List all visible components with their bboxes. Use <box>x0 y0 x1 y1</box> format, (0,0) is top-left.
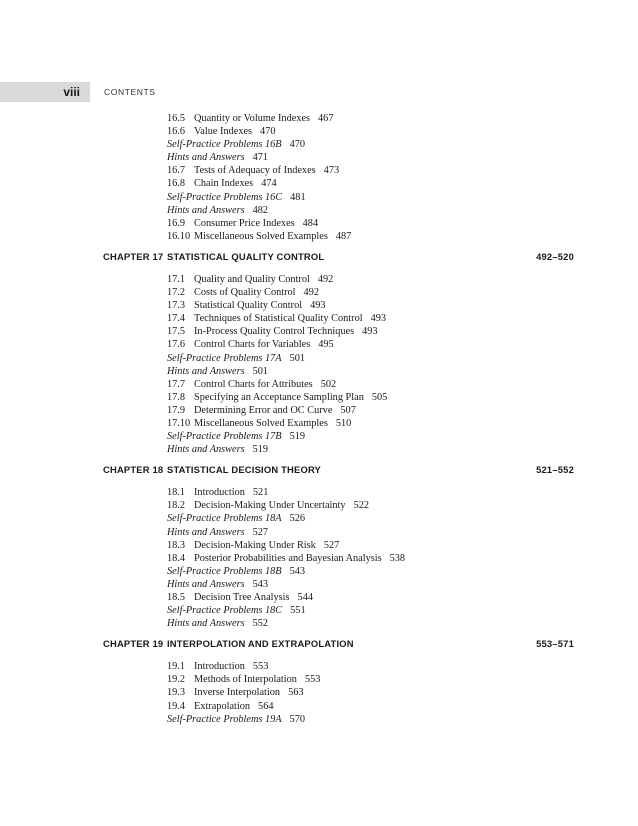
page-reference: 493 <box>310 300 326 312</box>
toc-entry[interactable] <box>167 230 638 243</box>
section-title: Inverse Interpolation <box>194 687 281 699</box>
page-reference: 521 <box>252 487 269 499</box>
toc-entry[interactable] <box>167 378 638 391</box>
section-title: Decision Tree Analysis <box>194 592 290 603</box>
page-reference: 553 <box>304 674 321 686</box>
page-reference: 492 <box>303 287 319 299</box>
section-title: Self-Practice Problems 18C <box>167 605 283 617</box>
section-title: Consumer Price Indexes <box>194 217 295 229</box>
toc-entry[interactable] <box>167 617 638 630</box>
section-title: Control Charts for Attributes <box>194 378 313 390</box>
section-title: Self-Practice Problems 19A <box>167 713 282 725</box>
section-title: Posterior Probabilities and Bayesian Analysis <box>194 552 382 564</box>
toc-entry[interactable] <box>167 499 638 512</box>
section-title: In-Process Quality Control Techniques <box>194 326 355 338</box>
section-title: Tests of Adequacy of Indexes <box>194 165 316 177</box>
page-reference: 502 <box>320 378 337 390</box>
toc-entry[interactable] <box>167 125 638 138</box>
section-number: 18.4 <box>167 552 186 564</box>
toc-entry[interactable] <box>167 713 638 726</box>
toc-entry[interactable] <box>167 417 638 430</box>
running-head: CONTENTS <box>104 87 156 97</box>
toc-entry[interactable] <box>167 352 638 365</box>
section-title: Self-Practice Problems 18B <box>167 565 282 577</box>
toc-entry[interactable] <box>167 299 638 312</box>
toc-entry[interactable] <box>167 486 638 499</box>
chapter-page-range: 492–520 <box>536 250 574 262</box>
toc-entry[interactable] <box>167 565 638 578</box>
section-title: Decision-Making Under Uncertainty <box>194 500 346 512</box>
page-reference: 470 <box>260 126 276 138</box>
section-number: 17.8 <box>167 391 186 403</box>
page-reference: 473 <box>323 165 340 177</box>
toc-entry[interactable] <box>167 512 638 525</box>
page-reference: 553 <box>252 661 269 673</box>
page-reference: 552 <box>252 618 269 630</box>
section-number: 19.3 <box>167 687 186 699</box>
section-title: Self-Practice Problems 17B <box>167 431 282 443</box>
section-title: Value Indexes <box>194 126 253 138</box>
section-number: 17.3 <box>167 300 186 312</box>
toc-entry[interactable] <box>167 151 638 164</box>
section-number: 19.4 <box>167 700 186 712</box>
page-reference: 519 <box>252 444 269 456</box>
page-reference: 481 <box>290 191 306 203</box>
page-number: viii <box>63 85 80 99</box>
section-title: Introduction <box>194 487 245 499</box>
section-number: 16.6 <box>167 126 186 138</box>
chapter-heading[interactable] <box>0 636 638 660</box>
toc-entry[interactable] <box>167 552 638 565</box>
toc-entry[interactable] <box>167 673 638 686</box>
section-title: Techniques of Statistical Quality Control <box>194 313 363 325</box>
section-number: 17.5 <box>167 326 186 338</box>
toc-entry[interactable] <box>167 660 638 673</box>
page-reference: 505 <box>371 391 388 403</box>
toc-entry[interactable] <box>167 591 638 604</box>
page-reference: 493 <box>362 326 378 338</box>
section-number: 17.2 <box>167 287 186 299</box>
section-title: Self-Practice Problems 16B <box>167 139 282 151</box>
section-title: Hints and Answers <box>167 204 245 216</box>
section-title: Hints and Answers <box>167 444 245 456</box>
section-number: 16.9 <box>167 217 186 229</box>
toc-entry[interactable] <box>167 204 638 217</box>
section-number: 16.8 <box>167 178 186 190</box>
toc-entry[interactable] <box>167 604 638 617</box>
chapter-page-range: 553–571 <box>536 638 574 650</box>
section-title: Self-Practice Problems 16C <box>167 191 283 203</box>
section-number: 19.2 <box>167 674 186 686</box>
toc-entry[interactable] <box>167 404 638 417</box>
section-title: Decision-Making Under Risk <box>194 539 316 551</box>
toc-entry[interactable] <box>167 164 638 177</box>
section-title: Hints and Answers <box>167 152 245 164</box>
toc-entry[interactable] <box>167 391 638 404</box>
chapter-label: CHAPTER 19 <box>103 638 164 650</box>
page-reference: 564 <box>258 700 274 712</box>
section-number: 16.7 <box>167 165 186 177</box>
toc-entry[interactable] <box>167 365 638 378</box>
page-reference: 484 <box>302 217 319 229</box>
section-number: 18.3 <box>167 539 186 551</box>
section-number: 18.2 <box>167 500 186 512</box>
page-reference: 551 <box>290 605 306 617</box>
section-title: Extrapolation <box>194 700 251 712</box>
page-reference: 543 <box>289 565 306 577</box>
page-reference: 510 <box>335 417 352 429</box>
section-title: Hints and Answers <box>167 365 245 377</box>
toc-entry[interactable] <box>167 539 638 552</box>
toc-entry[interactable] <box>167 217 638 230</box>
page-reference: 507 <box>340 404 356 416</box>
section-title: Hints and Answers <box>167 526 245 538</box>
toc-entry[interactable] <box>167 700 638 713</box>
section-title: Specifying an Acceptance Sampling Plan <box>194 391 364 403</box>
chapter-title: STATISTICAL QUALITY CONTROL <box>167 250 325 262</box>
page-reference: 467 <box>318 113 334 124</box>
section-title: Costs of Quality Control <box>194 287 296 299</box>
section-number: 17.7 <box>167 378 186 390</box>
section-number: 18.5 <box>167 592 186 603</box>
section-title: Determining Error and OC Curve <box>194 404 333 416</box>
section-number: 17.6 <box>167 339 186 351</box>
page-reference: 544 <box>297 592 313 603</box>
toc-entry[interactable] <box>167 112 638 125</box>
page-reference: 527 <box>323 539 340 551</box>
section-number: 16.10 <box>167 230 191 242</box>
section-title: Quantity or Volume Indexes <box>194 113 311 124</box>
page-reference: 495 <box>318 339 334 351</box>
section-number: 17.1 <box>167 273 186 285</box>
toc-entry[interactable] <box>167 191 638 204</box>
table-of-contents <box>0 112 638 726</box>
page-reference: 471 <box>252 152 269 164</box>
section-number: 17.10 <box>167 417 191 429</box>
toc-entry[interactable] <box>167 177 638 190</box>
page-reference: 543 <box>252 578 269 590</box>
section-number: 19.1 <box>167 661 186 673</box>
section-number: 16.5 <box>167 113 186 124</box>
page-reference: 527 <box>252 526 269 538</box>
page-reference: 570 <box>289 713 306 725</box>
chapter-title: STATISTICAL DECISION THEORY <box>167 464 322 476</box>
page-reference: 519 <box>289 431 306 443</box>
section-title: Self-Practice Problems 18A <box>167 513 282 525</box>
toc-entry[interactable] <box>167 138 638 151</box>
page-reference: 482 <box>252 204 269 216</box>
page-reference: 470 <box>289 139 306 151</box>
section-number: 17.9 <box>167 404 186 416</box>
toc-entry[interactable] <box>167 526 638 539</box>
chapter-heading[interactable] <box>0 249 638 273</box>
page-reference: 474 <box>261 178 277 190</box>
page-reference: 522 <box>353 500 370 512</box>
toc-entry[interactable] <box>167 286 638 299</box>
page-reference: 526 <box>289 513 306 525</box>
section-title: Chain Indexes <box>194 178 254 190</box>
chapter-page-range: 521–552 <box>536 464 574 476</box>
section-title: Quality and Quality Control <box>194 273 310 285</box>
toc-entry[interactable] <box>167 325 638 338</box>
chapter-label: CHAPTER 18 <box>103 464 164 476</box>
section-title: Control Charts for Variables <box>194 339 311 351</box>
section-number: 17.4 <box>167 313 186 325</box>
toc-entry[interactable] <box>167 338 638 351</box>
section-title: Self-Practice Problems 17A <box>167 352 282 364</box>
section-title: Hints and Answers <box>167 618 245 630</box>
page-reference: 501 <box>252 365 269 377</box>
page-reference: 538 <box>389 552 406 564</box>
chapter-heading[interactable] <box>0 462 638 486</box>
section-title: Miscellaneous Solved Examples <box>194 417 328 429</box>
section-title: Methods of Interpolation <box>194 674 297 686</box>
section-title: Hints and Answers <box>167 578 245 590</box>
page-reference: 487 <box>335 230 352 242</box>
section-title: Introduction <box>194 661 245 673</box>
toc-entry[interactable] <box>167 312 638 325</box>
toc-entry[interactable] <box>167 443 638 456</box>
page-number-tab <box>0 82 90 102</box>
page-reference: 501 <box>289 352 306 364</box>
chapter-title: INTERPOLATION AND EXTRAPOLATION <box>167 638 354 650</box>
section-title: Miscellaneous Solved Examples <box>194 230 328 242</box>
page-reference: 493 <box>370 313 387 325</box>
toc-entry[interactable] <box>167 686 638 699</box>
chapter-label: CHAPTER 17 <box>103 250 164 262</box>
section-number: 18.1 <box>167 487 186 499</box>
toc-entry[interactable] <box>167 430 638 443</box>
section-title: Statistical Quality Control <box>194 300 303 312</box>
page-reference: 492 <box>317 273 334 285</box>
toc-entry[interactable] <box>167 578 638 591</box>
page-reference: 563 <box>288 687 304 699</box>
toc-entry[interactable] <box>167 273 638 286</box>
